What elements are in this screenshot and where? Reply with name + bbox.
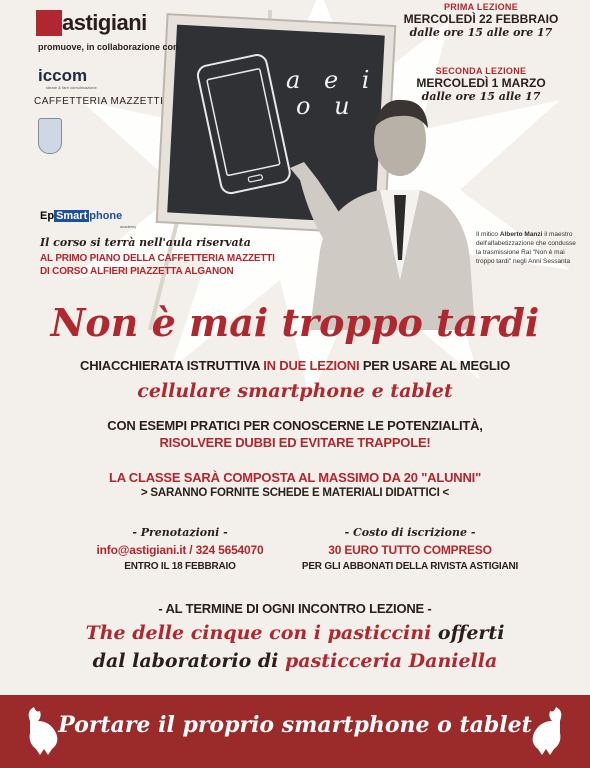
materials-note: > SARANNO FORNITE SCHEDE E MATERIALI DIDATTICI < — [140, 487, 450, 499]
rooster-mark-icon — [36, 10, 62, 36]
epsmartphone-subtitle: academy — [120, 224, 137, 229]
examples-line-2: RISOLVERE DUBBI ED EVITARE TRAPPOLE! — [159, 435, 431, 450]
astigiani-logo: astigiani — [36, 10, 147, 36]
class-size: LA CLASSE SARÀ COMPOSTA AL MASSIMO DA 20 "ALUNNI" — [108, 470, 482, 485]
chalkboard-vowels-bottom: o u — [296, 92, 358, 120]
end-line-2: dal laboratorio di pasticceria Daniella — [92, 650, 498, 672]
caffetteria-mazzetti-logo: CAFFETTERIA MAZZETTI — [34, 96, 164, 107]
main-title: Non è mai troppo tardi — [50, 300, 540, 345]
examples-line-1: CON ESEMPI PRATICI PER CONOSCERNE LE POTENZIALITÀ, — [107, 418, 483, 433]
booking-contact[interactable]: info@astigiani.it / 324 5654070 — [96, 543, 264, 557]
iccom-subtitle: ideare & fare comunicazione — [46, 85, 97, 90]
astigiani-tagline: promuove, in collaborazione con — [38, 42, 179, 52]
epsmartphone-logo: Ep Smart phone — [40, 210, 123, 222]
venue-note: Il corso si terrà nell'aula riservata — [40, 236, 251, 249]
photo-caption: Il mitico Alberto Manzi il maestro dell'alfabetizzazione che condusse la trasmissione Rai "Non è mai troppo tardi" negli Anni Sessanta — [476, 231, 576, 265]
iccom-logo: iccom — [38, 66, 88, 85]
cost-block: - Costo di iscrizione - 30 EURO TUTTO COMPRESO PER GLI ABBONATI DELLA RIVISTA ASTIGIANI — [301, 526, 519, 572]
chalkboard-vowels-top: a e i — [286, 66, 378, 94]
booking-block: - Prenotazioni - info@astigiani.it / 324 5654070 ENTRO IL 18 FEBBRAIO — [70, 526, 290, 572]
devices-heading: cellulare smartphone e tablet — [137, 380, 453, 402]
end-line-1: The delle cinque con i pasticcini offerti — [85, 622, 505, 644]
lesson-second: SECONDA LEZIONE MERCOLEDÌ 1 MARZO dalle ore 15 alle 17 — [416, 66, 546, 103]
lesson-first: PRIMA LEZIONE MERCOLEDÌ 22 FEBBRAIO dalle ore 15 alle ore 17 — [403, 2, 559, 39]
subtitle: CHIACCHIERATA ISTRUTTIVA IN DUE LEZIONI PER USARE AL MEGLIO — [80, 358, 510, 373]
crest-icon — [38, 118, 62, 154]
end-heading: - AL TERMINE DI OGNI INCONTRO LEZIONE - — [158, 601, 432, 616]
venue-address: AL PRIMO PIANO DELLA CAFFETTERIA MAZZETTI DI CORSO ALFIERI PIAZZETTA ALGANON — [40, 253, 275, 277]
footer-text: Portare il proprio smartphone o tablet — [58, 712, 532, 738]
teacher-photo — [290, 80, 480, 330]
